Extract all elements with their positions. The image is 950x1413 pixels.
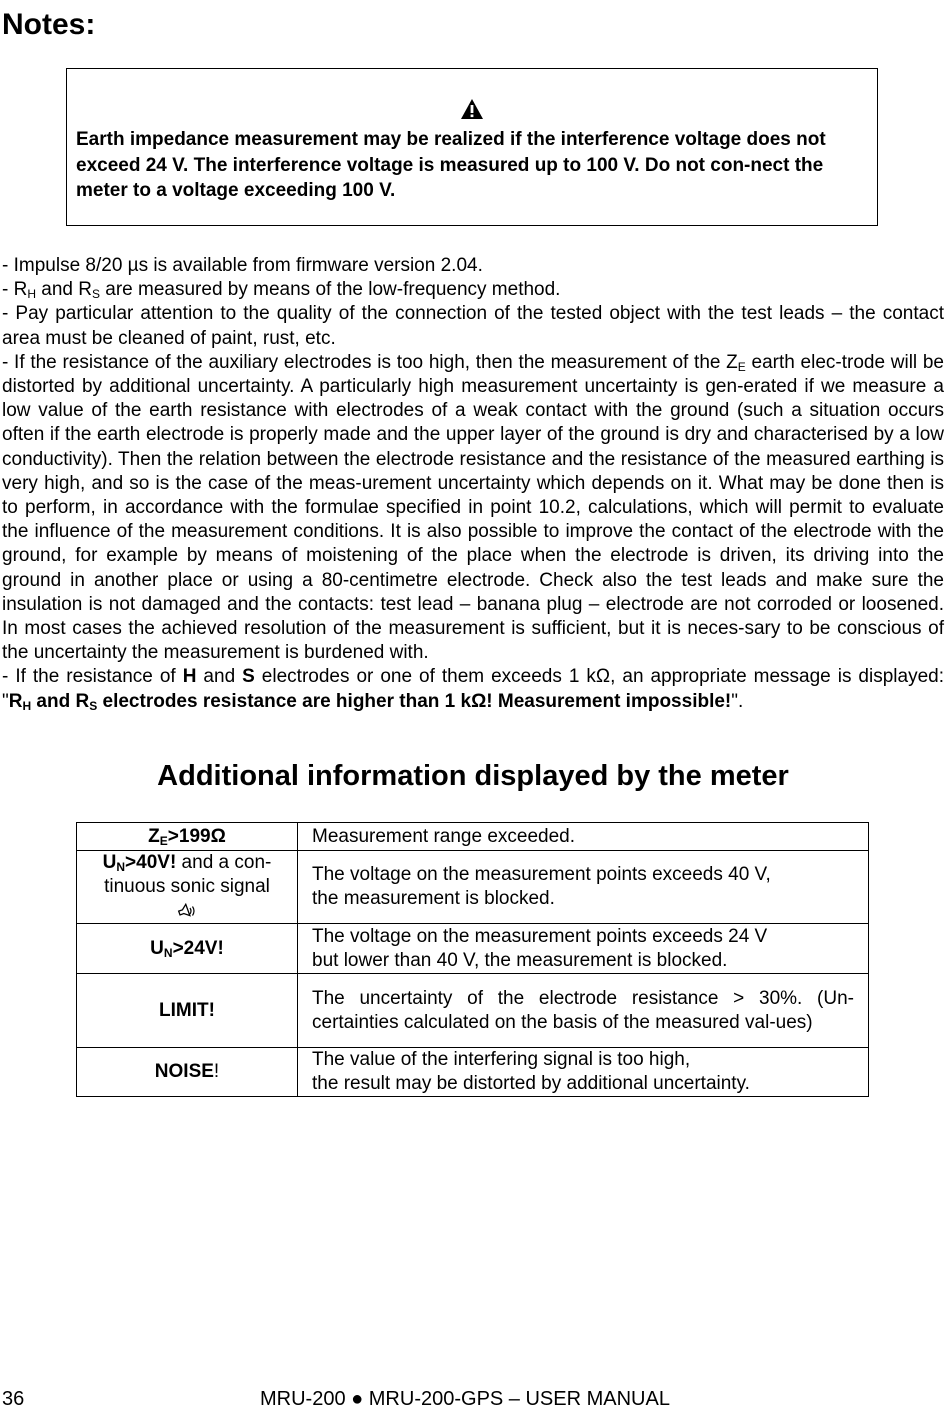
message-label: $U_N>24V$! [77,924,298,974]
manual-title: MRU-200 ● MRU-200-GPS – USER MANUAL [260,1388,670,1410]
note-auxiliary-electrodes: - If the resistance of the auxiliary electrodes is too high, then the measurement of the $Z_E$ earth elec-trode will be distorted by additional uncertainty. A particularly high measurement uncertainty is gen-erated if we measure a low value of the earth resistance with electrodes of a weak contact with the ground (such a situation occurs often if the earth electrode is properly made and the upper layer of the ground is dry and characterised by a low conductivity). Then the relation between the electrode resistance and the resistance of the measured earthing is very high, and so is the case of the meas-urement uncertainty which depends on it. What may be done then is to perform, in accordance with the formulae specified in point 10.2, calculations, which will permit to evaluate the influence of the measurement conditions. It is also possible to improve the contact of the electrode with the ground, for example by means of moistening of the place when the electrode is driven, its driving into the ground in another place or using a 80-centimetre electrode. Check also the test leads and make sure the insulation is not damaged and the contacts: test lead – banana plug – electrode are not corroded or loosened. In most cases the achieved resolution of the measurement is sufficient, but it is neces-sary to be conscious of the uncertainty the measurement is burdened with. [2,351,944,664]
message-label: $Z_E>199\Omega$ [77,823,298,851]
warning-text: Earth impedance measurement may be realized if the interference voltage does not exceed 24 V. The interference voltage is measured up to 100 V. Do not con-nect the meter to a voltage exceeding 100 V. [76,129,826,201]
meter-messages-table [76,822,869,1097]
warning-triangle-icon [461,99,483,119]
message-description: Measurement range exceeded. [298,823,869,851]
section-title: Additional information displayed by the meter [157,760,789,792]
message-label: NOISE! [77,1048,298,1097]
note-connection-quality: - Pay particular attention to the quality of the connection of the tested object with the test leads – the contact area must be cleaned of paint, rust, etc. [2,303,944,349]
note-impulse: - Impulse 8/20 µs is available from firmware version 2.04. [2,255,483,276]
page-number: 36 [2,1388,25,1410]
notes-body [2,254,944,714]
message-description: The value of the interfering signal is too high, the result may be distorted by additional uncertainty. [298,1048,869,1097]
table-row [77,823,869,851]
note-low-frequency: - $R_H$ and $R_S$ are measured by means of the low-frequency method. [2,279,561,302]
warning-box [66,68,878,226]
message-label: LIMIT! [77,974,298,1048]
table-row [77,924,869,974]
table-row [77,851,869,924]
notes-heading: Notes: [2,8,96,41]
speaker-icon [177,903,197,919]
message-label: $U_N>40V$! and a con-tinuous sonic signal [77,851,298,924]
message-description: The voltage on the measurement points exceeds 40 V, the measurement is blocked. [298,851,869,924]
message-description: The voltage on the measurement points exceeds 24 V but lower than 40 V, the measurement is blocked. [298,924,869,974]
note-resistance-message: - If the resistance of H and S electrodes or one of them exceeds 1 kΩ, an appropriate message is displayed: "$R_H$ and $R_S$ electrodes resistance are higher than 1 kΩ! Measurement impossible!". [2,666,944,713]
table-row [77,1048,869,1097]
message-description: The uncertainty of the electrode resistance > 30%. (Un-certainties calculated on the basis of the measured val-ues) [298,974,869,1048]
table-row [77,974,869,1048]
